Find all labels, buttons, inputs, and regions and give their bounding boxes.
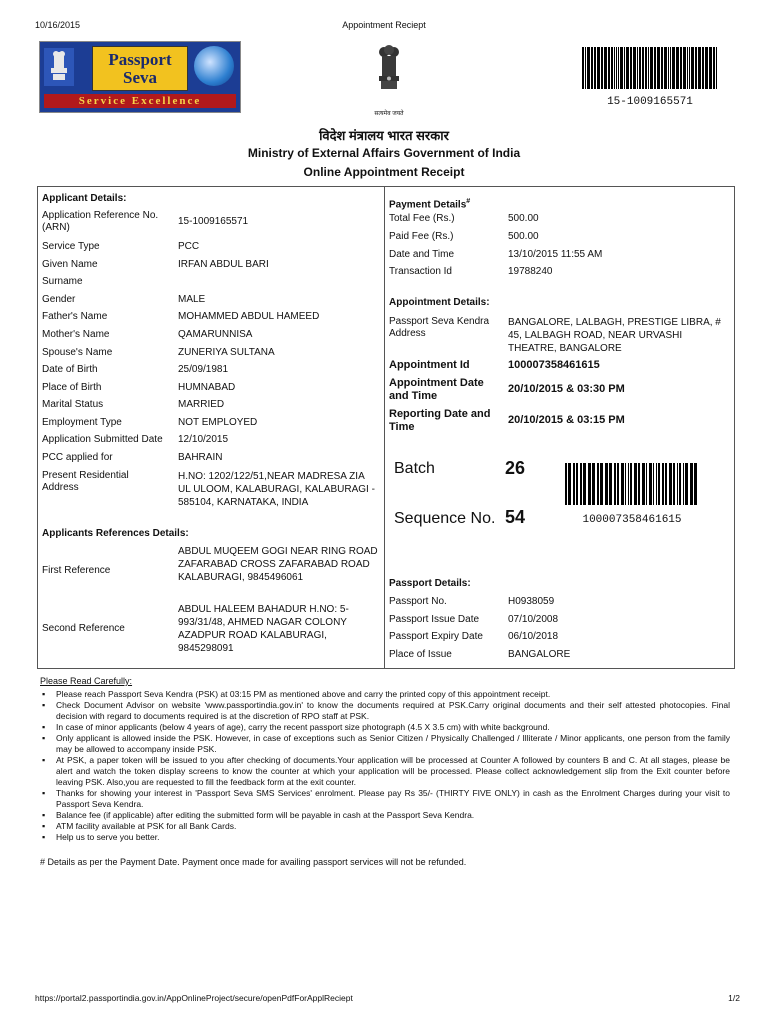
barcode-bar xyxy=(642,47,644,89)
barcode-bar xyxy=(633,47,636,89)
refund-footnote: # Details as per the Payment Date. Payment once made for availing passport services will not be refunded. xyxy=(40,857,467,867)
barcode-bar xyxy=(611,47,613,89)
barcode-bar xyxy=(624,47,625,89)
field-value: 19788240 xyxy=(508,266,553,277)
national-emblem-icon xyxy=(374,44,404,106)
appointment-datetime-value: 20/10/2015 & 03:30 PM xyxy=(508,383,625,395)
reference-label: First Reference xyxy=(42,565,111,576)
reference-label: Second Reference xyxy=(42,623,125,634)
field-label: Paid Fee (Rs.) xyxy=(389,231,454,242)
field-value: H0938059 xyxy=(508,596,555,607)
barcode-bar xyxy=(683,47,686,89)
barcode-bar xyxy=(694,463,697,505)
field-value: ZUNERIYA SULTANA xyxy=(178,347,275,358)
field-value: HUMNABAD xyxy=(178,382,236,393)
logo-line1: Passport xyxy=(108,50,172,69)
note-item: ▪ Only applicant is allowed inside the PSK. However, in case of exceptions such as Senior Citizen / Physically Challenged / Illiterate / Minor applicants, one person from the family may be allowed to accompany inside PSK. xyxy=(40,733,730,755)
barcode-bar xyxy=(588,463,591,505)
field-value: 06/10/2018 xyxy=(508,631,559,642)
barcode-bar xyxy=(658,463,660,505)
barcode-bar xyxy=(625,463,626,505)
note-item: ▪ Please reach Passport Seva Kendra (PSK) at 03:15 PM as mentioned above and carry the printed copy of this appointment receipt. xyxy=(40,689,730,700)
references-section-title: Applicants References Details: xyxy=(42,528,189,539)
barcode-bar xyxy=(580,463,582,505)
barcode-bar xyxy=(648,47,649,89)
ministry-hindi: विदेश मंत्रालय भारत सरकार xyxy=(319,128,449,143)
field-value: MOHAMMED ABDUL HAMEED xyxy=(178,311,320,322)
barcode-bar xyxy=(646,463,647,505)
field-label: PCC applied for xyxy=(42,452,113,463)
field-label: Marital Status xyxy=(42,399,104,410)
field-label: Total Fee (Rs.) xyxy=(389,213,455,224)
barcode-bar xyxy=(601,47,603,89)
field-value: BAHRAIN xyxy=(178,452,223,463)
passport-seva-logo xyxy=(39,41,241,113)
field-value: 500.00 xyxy=(508,213,539,224)
barcode-bar xyxy=(716,47,717,89)
field-label: Passport Issue Date xyxy=(389,614,480,625)
field-label: Spouse's Name xyxy=(42,347,113,358)
barcode-bar xyxy=(568,463,571,505)
barcode-bar xyxy=(626,47,629,89)
barcode-bar xyxy=(618,47,619,89)
field-label: Service Type xyxy=(42,241,100,252)
barcode-bar xyxy=(639,47,641,89)
barcode-bar xyxy=(680,47,682,89)
barcode-bar xyxy=(608,47,610,89)
barcode-bar xyxy=(649,463,652,505)
barcode-bar xyxy=(604,47,607,89)
field-label: Place of Birth xyxy=(42,382,102,393)
notes-list xyxy=(40,689,730,843)
globe-icon xyxy=(194,46,234,86)
field-value: 12/10/2015 xyxy=(178,434,229,445)
emblem-caption: सत्यमेव जयते xyxy=(374,111,404,117)
field-label: Transaction Id xyxy=(389,266,452,277)
field-value: PCC xyxy=(178,241,200,252)
barcode-bar xyxy=(628,463,629,505)
barcode-bar xyxy=(709,47,712,89)
barcode-bar xyxy=(638,463,640,505)
payment-section-title: Payment Details# xyxy=(389,198,471,211)
barcode-bar xyxy=(594,47,596,89)
barcode-bar xyxy=(650,47,653,89)
barcode-bar xyxy=(695,47,697,89)
appointment-barcode xyxy=(563,463,701,505)
batch-value: 26 xyxy=(505,458,526,478)
barcode-bar xyxy=(630,47,632,89)
notes-heading: Please Read Carefully: xyxy=(40,676,133,686)
reporting-datetime-label: Reporting Date and Time xyxy=(389,408,491,433)
barcode-bar xyxy=(664,47,667,89)
barcode-bar xyxy=(582,47,584,89)
barcode-bar xyxy=(670,47,671,89)
note-item: ▪ Check Document Advisor on website 'www.passportindia.gov.in' to know the documents required at PSK.Carry original documents and their self attested photocopies. Final decision with regard to documents required is at the discretion of RPO staff at PSK. xyxy=(40,700,730,722)
field-value: BANGALORE xyxy=(508,649,571,660)
psk-address-value: BANGALORE, LALBAGH, PRESTIGE LIBRA, # 45, LALBAGH ROAD, NEAR URVASHI THEATRE, BANGALORE xyxy=(508,317,721,354)
field-value: MARRIED xyxy=(178,399,225,410)
field-label: Passport Expiry Date xyxy=(389,631,483,642)
barcode-bar xyxy=(691,47,694,89)
emblem-mini-icon xyxy=(44,48,74,86)
barcode-bar xyxy=(668,47,669,89)
sequence-label: Sequence No. xyxy=(394,510,496,527)
barcode-bar xyxy=(676,47,679,89)
barcode-bar xyxy=(705,47,708,89)
appointment-id-value: 100007358461615 xyxy=(508,359,600,371)
column-divider xyxy=(384,186,385,669)
barcode-bar xyxy=(630,463,632,505)
psk-address-label: Passport Seva Kendra Address xyxy=(389,316,490,339)
note-item: ▪ ATM facility available at PSK for all Bank Cards. xyxy=(40,821,730,832)
barcode-bar xyxy=(661,47,663,89)
field-label: Application Reference No. (ARN) xyxy=(42,210,159,233)
print-date: 10/16/2015 xyxy=(35,20,81,30)
field-label: Mother's Name xyxy=(42,329,110,340)
reporting-datetime-value: 20/10/2015 & 03:15 PM xyxy=(508,414,625,426)
field-value: NOT EMPLOYED xyxy=(178,417,258,428)
field-label: Date and Time xyxy=(389,249,455,260)
ministry-title: Ministry of External Affairs Government of India xyxy=(247,146,521,160)
field-value: QAMARUNNISA xyxy=(178,329,253,340)
note-item: ▪ In case of minor applicants (below 4 years of age), carry the recent passport size photograph (4.5 X 3.5 cm) with white background. xyxy=(40,722,730,733)
page-url: https://portal2.passportindia.gov.in/AppOnlineProject/secure/openPdfForApplReciept xyxy=(35,993,353,1003)
barcode-bar xyxy=(620,47,623,89)
field-label: Application Submitted Date xyxy=(42,434,163,445)
barcode-bar xyxy=(679,463,681,505)
field-value: 15-1009165571 xyxy=(178,216,249,227)
barcode-bar xyxy=(597,463,599,505)
field-label: Present Residential Address xyxy=(42,470,129,493)
details-frame xyxy=(37,186,735,669)
barcode-bar xyxy=(673,463,675,505)
field-value: 500.00 xyxy=(508,231,539,242)
barcode-bar xyxy=(634,463,637,505)
field-value: MALE xyxy=(178,294,206,305)
field-value: IRFAN ABDUL BARI xyxy=(178,259,269,270)
barcode-bar xyxy=(665,463,667,505)
appointment-section-title: Appointment Details: xyxy=(389,297,490,308)
barcode-bar xyxy=(576,463,578,505)
barcode-bar xyxy=(685,463,688,505)
barcode-bar xyxy=(689,47,690,89)
barcode-bar xyxy=(683,463,684,505)
barcode-bar xyxy=(677,463,678,505)
field-value: H.NO: 1202/122/51,NEAR MADRESA ZIA UL ULOOM, KALABURAGI, KALABURAGI - 585104, KARNATAKA, INDIA xyxy=(178,471,375,508)
field-label: Date of Birth xyxy=(42,364,98,375)
note-item: ▪ Thanks for showing your interest in 'Passport Seva SMS Services' enrolment. Please pay Rs 35/- (THIRTY FIVE ONLY) in cash as the Enrolment Charges during your visit to Passport Seva Kendra. xyxy=(40,788,730,810)
barcode-bar xyxy=(637,47,638,89)
barcode-bar xyxy=(654,47,656,89)
barcode-bar xyxy=(687,47,688,89)
barcode-bar xyxy=(585,47,586,89)
barcode-bar xyxy=(656,463,657,505)
barcode-bar xyxy=(573,463,575,505)
barcode-bar xyxy=(583,463,586,505)
applicant-section-title: Applicant Details: xyxy=(42,193,127,204)
logo-wordmark xyxy=(92,46,188,91)
field-label: Passport No. xyxy=(389,596,447,607)
barcode-bar xyxy=(605,463,608,505)
barcode-bar xyxy=(614,47,615,89)
reference-value: ABDUL HALEEM BAHADUR H.NO: 5-993/31/48, AHMED NAGAR COLONY AZADPUR ROAD KALABURAGI, 9845298091 xyxy=(178,604,349,654)
barcode-bar xyxy=(713,47,715,89)
barcode-bar xyxy=(617,463,619,505)
barcode-bar xyxy=(614,463,616,505)
field-value: 25/09/1981 xyxy=(178,364,229,375)
note-item: ▪ Help us to serve you better. xyxy=(40,832,730,843)
arn-barcode xyxy=(580,47,720,89)
page-number: 1/2 xyxy=(728,993,740,1003)
print-title: Appointment Reciept xyxy=(342,20,426,30)
barcode-bar xyxy=(642,463,645,505)
appointment-datetime-label: Appointment Date and Time xyxy=(389,377,484,402)
barcode-bar xyxy=(592,463,595,505)
field-label: Place of Issue xyxy=(389,649,452,660)
barcode-bar xyxy=(662,463,664,505)
barcode-bar xyxy=(702,47,704,89)
field-label: Father's Name xyxy=(42,311,108,322)
field-label: Employment Type xyxy=(42,417,122,428)
batch-label: Batch xyxy=(394,460,435,477)
appointment-id-label: Appointment Id xyxy=(389,359,470,371)
barcode-bar xyxy=(591,47,593,89)
logo-line2: Seva xyxy=(123,68,157,87)
barcode-bar xyxy=(645,47,647,89)
barcode-bar xyxy=(600,463,603,505)
reference-value: ABDUL MUQEEM GOGI NEAR RING ROAD ZAFARABAD CROSS ZAFARABAD ROAD KALABURAGI, 9845496061 xyxy=(178,546,378,583)
barcode-bar xyxy=(669,463,672,505)
barcode-bar xyxy=(621,463,624,505)
field-label: Surname xyxy=(42,276,83,287)
note-item: ▪ At PSK, a paper token will be issued to you after checking of documents.Your application will be processed at Counter A followed by counters B and C. At all stages, please be alert and watch the token display screens to know the counter at which your application will be processed. Please collect acknowledgement slip from the Exit counter before leaving PSK. Also,you are requested to fill the feedback form at the exit counter. xyxy=(40,755,730,788)
barcode-bar xyxy=(565,463,567,505)
barcode-bar xyxy=(616,47,617,89)
arn-barcode-text: 15-1009165571 xyxy=(607,96,693,108)
field-value: 13/10/2015 11:55 AM xyxy=(508,249,603,260)
field-label: Gender xyxy=(42,294,76,305)
field-label: Given Name xyxy=(42,259,98,270)
note-item: ▪ Balance fee (if applicable) after editing the submitted form will be payable in cash at the Passport Seva Kendra. xyxy=(40,810,730,821)
barcode-bar xyxy=(653,463,654,505)
barcode-bar xyxy=(587,47,590,89)
passport-section-title: Passport Details: xyxy=(389,578,471,589)
barcode-bar xyxy=(698,47,701,89)
barcode-bar xyxy=(657,47,660,89)
sequence-value: 54 xyxy=(505,507,526,527)
receipt-title: Online Appointment Receipt xyxy=(303,165,465,179)
field-value: 07/10/2008 xyxy=(508,614,559,625)
barcode-bar xyxy=(690,463,693,505)
logo-tagline: Service Excellence xyxy=(44,94,236,108)
barcode-bar xyxy=(597,47,600,89)
barcode-bar xyxy=(609,463,612,505)
barcode-bar xyxy=(672,47,675,89)
appointment-barcode-text: 100007358461615 xyxy=(582,514,682,526)
